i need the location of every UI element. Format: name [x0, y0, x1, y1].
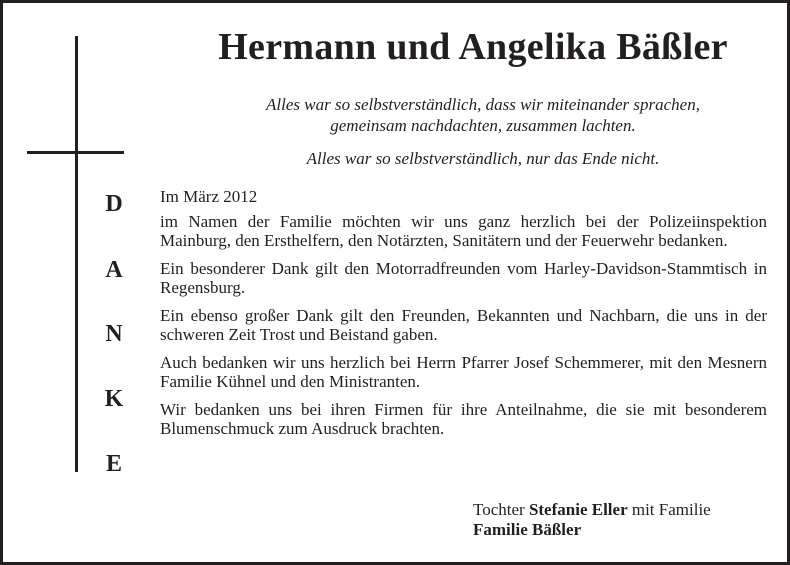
- danke-letter: K: [104, 386, 124, 412]
- motto-verse: [153, 94, 790, 136]
- cross-horizontal-bar: [27, 151, 124, 154]
- thanks-paragraph: Ein besonderer Dank gilt den Motorradfreunden vom Harley-Davidson-Stammtisch in Regensburg.: [160, 259, 767, 297]
- danke-letter: A: [105, 257, 123, 283]
- danke-letter: D: [105, 191, 123, 217]
- danke-letter: N: [105, 321, 123, 347]
- notice-title: Hermann und Angelika Bäßler: [218, 26, 728, 68]
- motto-line: gemeinsam nachdachten, zusammen lachten.: [330, 116, 636, 135]
- danke-letter: E: [105, 451, 122, 477]
- signature-family: Familie Bäßler: [473, 520, 582, 539]
- signature-suffix: mit Familie: [631, 500, 711, 519]
- signature-line: [473, 500, 711, 520]
- thanks-paragraph: Wir bedanken uns bei ihren Firmen für ihre Anteilnahme, die sie mit besonderem Blumenschmuck zum Ausdruck brachten.: [160, 400, 767, 438]
- cross-vertical-bar: [75, 36, 78, 472]
- signature-block: [473, 500, 711, 540]
- thanks-paragraph: Ein ebenso großer Dank gilt den Freunden, Bekannten und Nachbarn, die uns in der schweren Zeit Trost und Beistand gaben.: [160, 306, 767, 344]
- motto-line: Alles war so selbstverständlich, dass wir miteinander sprachen,: [266, 95, 700, 114]
- notice-body: [160, 187, 767, 447]
- signature-prefix: Tochter: [473, 500, 525, 519]
- thanks-paragraph: Auch bedanken wir uns herzlich bei Herrn Pfarrer Josef Schemmerer, mit den Mesnern Familie Kühnel und den Ministranten.: [160, 353, 767, 391]
- date-line: Im März 2012: [160, 187, 258, 206]
- signature-name: Stefanie Eller: [528, 500, 628, 519]
- thanks-paragraph: im Namen der Familie möchten wir uns ganz herzlich bei der Polizeiinspektion Mainburg, den Ersthelfern, den Notärzten, Sanitätern und der Feuerwehr bedanken.: [160, 212, 767, 250]
- motto-closing-line: Alles war so selbstverständlich, nur das Ende nicht.: [306, 149, 660, 168]
